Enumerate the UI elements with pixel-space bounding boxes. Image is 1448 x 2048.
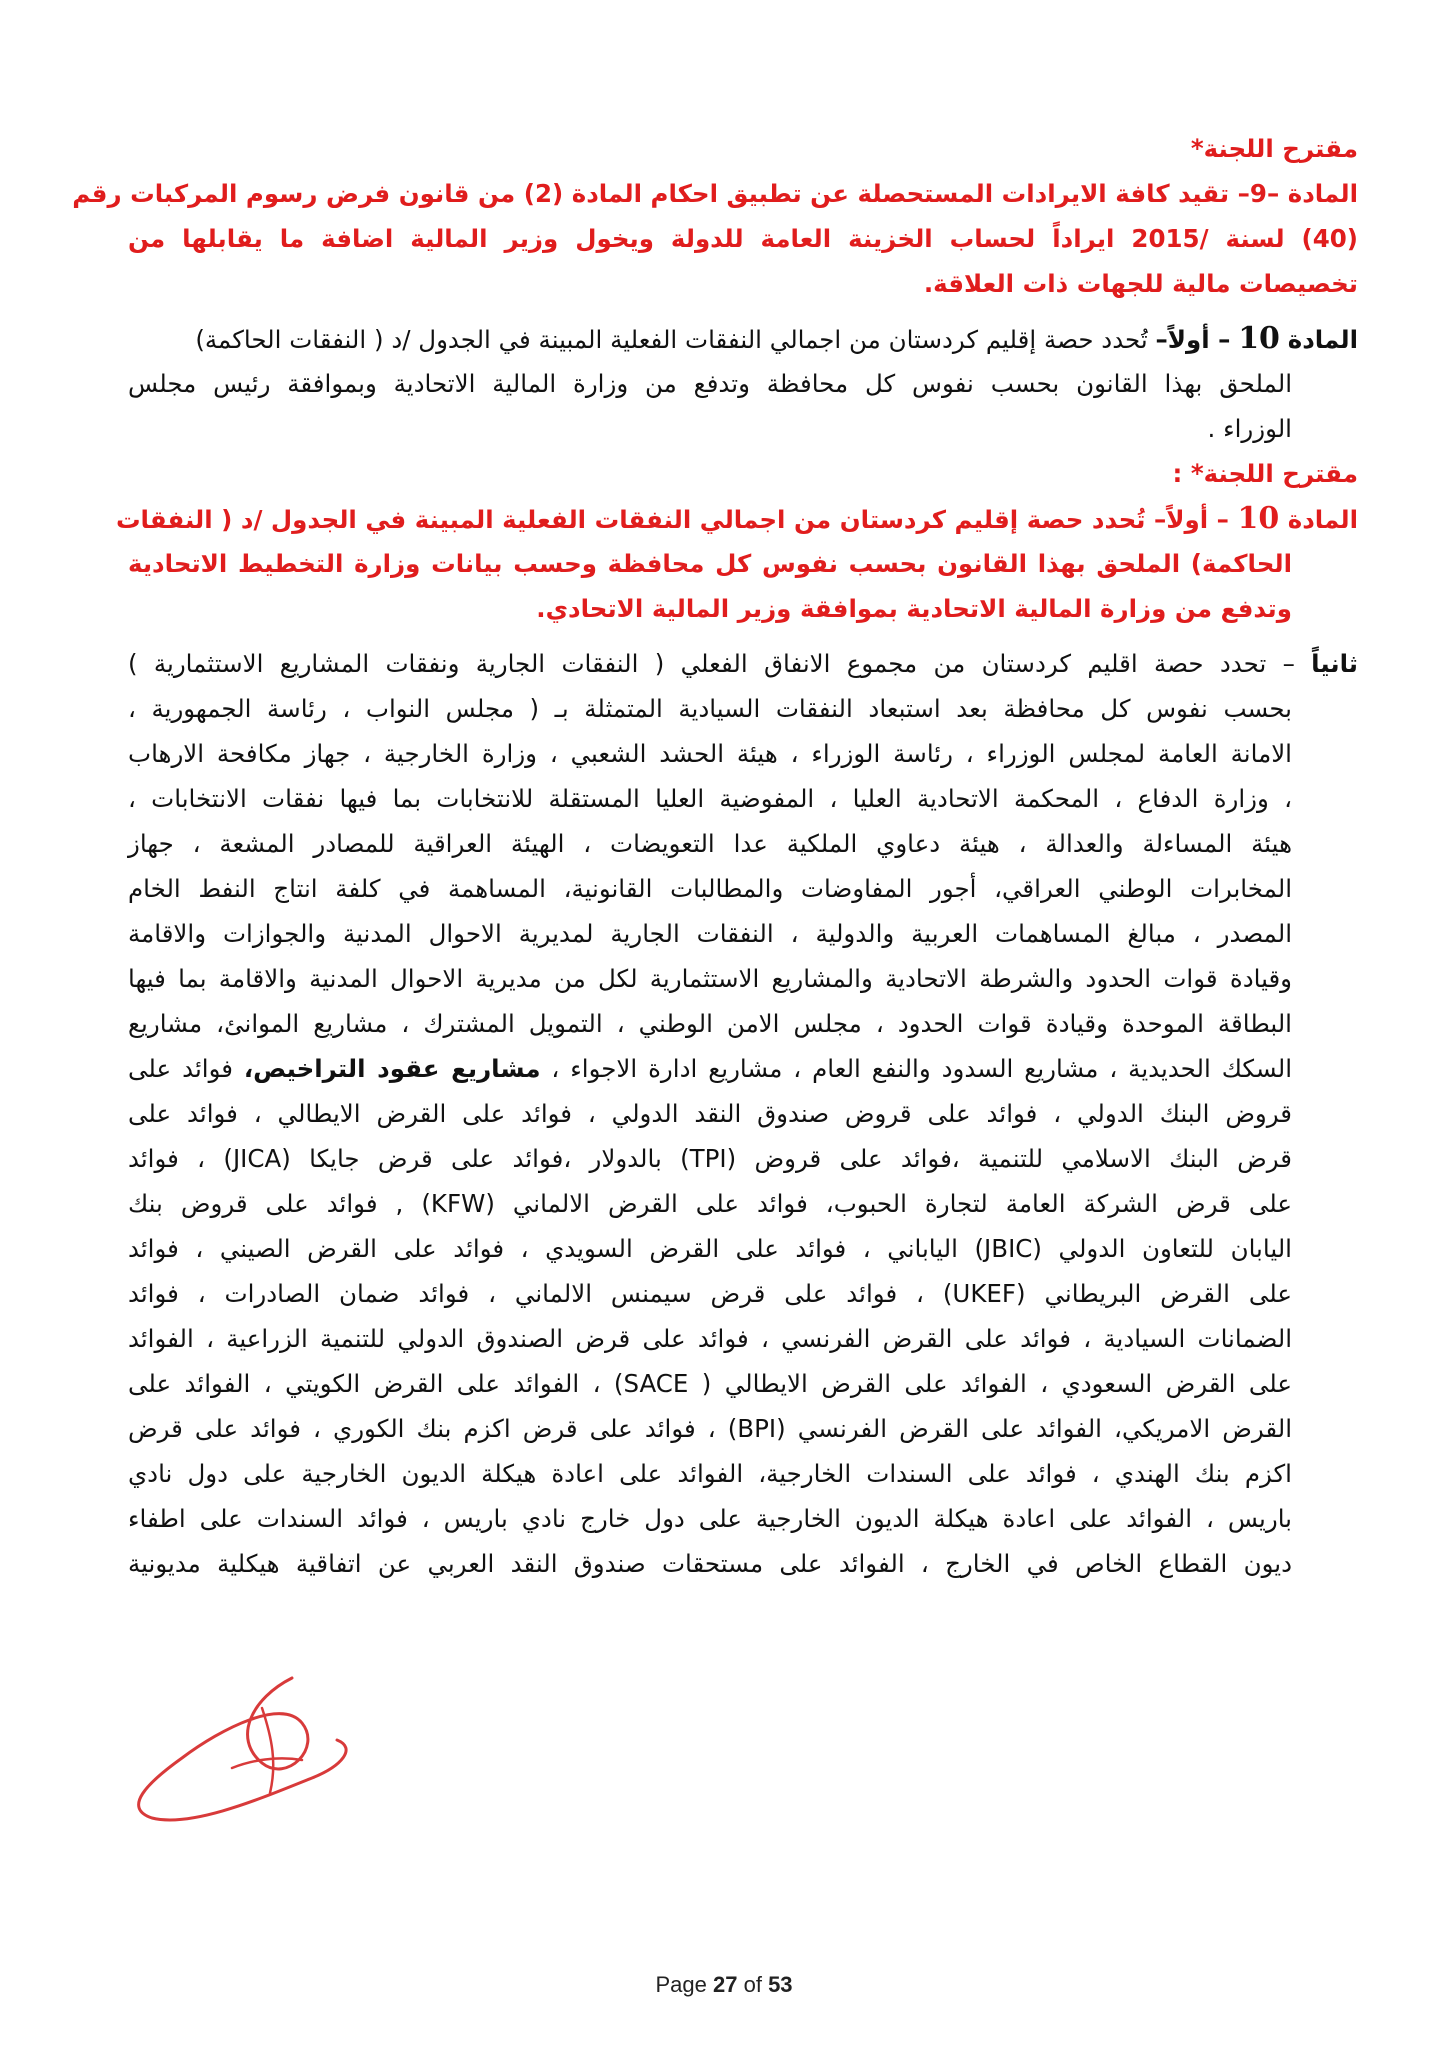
article-text: تُحدد حصة إقليم كردستان من اجمالي النفقات الفعلية المبينة في الجدول /د ( النفقات (115, 505, 1146, 534)
signature-stroke (139, 1678, 346, 1820)
clause-bold-text: مشاريع عقود التراخيص، (243, 1054, 541, 1083)
clause-line: المصدر ، مبالغ المساهمات العربية والدولية ، النفقات الجارية لمديرية الاحوال المدنية والجوازات والاقامة (128, 919, 1292, 948)
article-subclause: – أولاً– (1154, 505, 1229, 534)
article-label: المادة (1287, 325, 1358, 354)
clause-line: المخابرات الوطني العراقي، أجور المفاوضات والمطالبات القانونية، المساهمة في كلفة انتاج النفط الخام (128, 874, 1292, 903)
committee-proposal-heading: مقترح اللجنة* (1190, 134, 1358, 163)
proposal-line: الحاكمة) الملحق بهذا القانون بحسب نفوس كل محافظة وحسب بيانات وزارة التخطيط الاتحادية (128, 549, 1292, 578)
clause-line: على القرض السعودي ، الفوائد على القرض الايطالي ( SACE) ، الفوائد على القرض الكويتي ، الفوائد على (128, 1369, 1292, 1398)
page-prefix: Page (655, 1972, 707, 1997)
clause-line: الامانة العامة لمجلس الوزراء ، رئاسة الوزراء ، هيئة الحشد الشعبي ، وزارة الخارجية ، جهاز مكافحة الارهاب (128, 739, 1292, 768)
signature-stroke (232, 1708, 302, 1793)
clause-line: وقيادة قوات الحدود والشرطة الاتحادية والمشاريع الاستثمارية لكل من مديرية الاحوال المدنية والاقامة بما فيها (128, 964, 1292, 993)
clause-line-mixed (128, 1046, 1358, 1091)
clause-text: – تحدد حصة اقليم كردستان من مجموع الانفاق الفعلي ( النفقات الجارية ونفقات المشاريع الاستثمارية ) (128, 649, 1295, 678)
article-number: 10 (1238, 321, 1280, 356)
document-body (72, 126, 1358, 1586)
article-10-first-line (128, 316, 1358, 361)
clause-label: ثانياً (1311, 649, 1358, 678)
article-line: الوزراء . (1207, 414, 1292, 443)
clause-second-first-line (128, 641, 1358, 686)
clause-line: قرض البنك الاسلامي للتنمية ،فوائد على قروض (TPI) بالدولار ،فوائد على قرض جايكا (JICA) ، فوائد (128, 1144, 1292, 1173)
clause-line: باريس ، الفوائد على اعادة هيكلة الديون الخارجية على دول خارج نادي باريس ، فوائد السندات على اطفاء (128, 1504, 1292, 1533)
proposal-line: تخصيصات مالية للجهات ذات العلاقة. (923, 269, 1358, 298)
clause-line: على قرض الشركة العامة لتجارة الحبوب، فوائد على القرض الالماني (KFW) , فوائد على قروض بنك (128, 1189, 1292, 1218)
clause-line: على القرض البريطاني (UKEF) ، فوائد على قرض سيمنس الالماني ، فوائد ضمان الصادرات ، فوائد (128, 1279, 1292, 1308)
article-line: الملحق بهذا القانون بحسب نفوس كل محافظة وتدفع من وزارة المالية الاتحادية وبموافقة رئيس مجلس (128, 369, 1292, 398)
committee-proposal-heading: مقترح اللجنة* : (1172, 459, 1358, 488)
clause-line: قروض البنك الدولي ، فوائد على قروض صندوق النقد الدولي ، فوائد على القرض الايطالي ، فوائد على (128, 1099, 1292, 1128)
clause-line: ، وزارة الدفاع ، المحكمة الاتحادية العليا ، المفوضية العليا المستقلة للانتخابات بما فيها نفقات الانتخابات ، (128, 784, 1292, 813)
page-total: 53 (768, 1972, 793, 1997)
clause-line: القرض الامريكي، الفوائد على القرض الفرنسي (BPI) ، فوائد على قرض اكزم بنك الكوري ، فوائد على قرض (128, 1414, 1293, 1443)
article-text: تُحدد حصة إقليم كردستان من اجمالي النفقات الفعلية المبينة في الجدول /د ( النفقات الحاكمة) (195, 325, 1148, 354)
article-subclause: – أولاً– (1155, 325, 1231, 354)
page-of: of (743, 1972, 762, 1997)
clause-line: هيئة المساءلة والعدالة ، هيئة دعاوي الملكية عدا التعويضات ، الهيئة العراقية للمصادر المشعة ، جهاز (128, 829, 1292, 858)
proposal-article-10-first-line (115, 496, 1358, 541)
proposal-line: (40) لسنة /2015 ايراداً لحساب الخزينة العامة للدولة ويخول وزير المالية اضافة ما يقابلها من (128, 224, 1358, 253)
clause-text: فوائد على (128, 1054, 233, 1083)
article-number: 10 (1237, 501, 1280, 536)
page-current: 27 (712, 1972, 738, 1997)
clause-line: اليابان للتعاون الدولي (JBIC) الياباني ، فوائد على القرض السويدي ، فوائد على القرض الصيني ، فوائد (128, 1234, 1292, 1263)
clause-line: البطاقة الموحدة وقيادة قوات الحدود ، مجلس الامن الوطني ، التمويل المشترك ، مشاريع الموانئ، مشاريع (128, 1009, 1292, 1038)
clause-text: السكك الحديدية ، مشاريع السدود والنفع العام ، مشاريع ادارة الاجواء ، (551, 1054, 1292, 1083)
clause-line: بحسب نفوس كل محافظة بعد استبعاد النفقات السيادية المتمثلة بـ ( مجلس النواب ، رئاسة الجمهورية ، (128, 694, 1292, 723)
proposal-line: المادة –9– تقيد كافة الايرادات المستحصلة عن تطبيق احكام المادة (2) من قانون فرض رسوم المركبات رقم (72, 179, 1358, 208)
clause-line: اكزم بنك الهندي ، فوائد على السندات الخارجية، الفوائد على اعادة هيكلة الديون الخارجية على دول نادي (128, 1459, 1292, 1488)
clause-line: الضمانات السيادية ، فوائد على القرض الفرنسي ، فوائد على قرض الصندوق الدولي للتنمية الزراعية ، الفوائد (128, 1324, 1292, 1353)
article-label: المادة (1287, 505, 1358, 534)
clause-line: ديون القطاع الخاص في الخارج ، الفوائد على مستحقات صندوق النقد العربي عن اتفاقية هيكلية مديونية (128, 1549, 1292, 1578)
handwritten-signature (112, 1668, 372, 1838)
page-footer (0, 1972, 1448, 1998)
proposal-line: وتدفع من وزارة المالية الاتحادية بموافقة وزير المالية الاتحادي. (536, 594, 1292, 623)
